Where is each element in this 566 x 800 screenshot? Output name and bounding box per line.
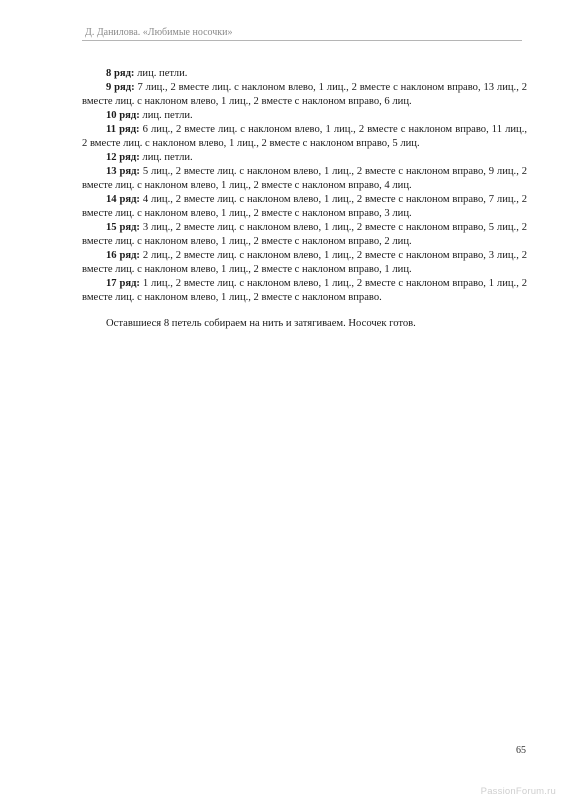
row-label: 17 ряд:: [106, 278, 140, 289]
header-rule: [82, 40, 522, 41]
row-text: 3 лиц., 2 вместе лиц. с наклоном влево, 1 лиц., 2 вместе с наклоном вправо, 5 лиц., 2 вместе лиц. с наклоном влево, 1 лиц., 2 вместе с наклоном вправо, 2 лиц.: [82, 222, 527, 247]
row-line: [82, 193, 527, 221]
row-text: 1 лиц., 2 вместе лиц. с наклоном влево, 1 лиц., 2 вместе с наклоном вправо, 1 лиц., 2 вместе лиц. с наклоном влево, 1 лиц., 2 вместе с наклоном вправо.: [82, 278, 527, 303]
row-label: 10 ряд:: [106, 110, 140, 121]
row-line: [82, 165, 527, 193]
row-line: [82, 123, 527, 151]
row-label: 16 ряд:: [106, 250, 140, 261]
row-label: 13 ряд:: [106, 166, 140, 177]
running-title: Д. Данилова. «Любимые носочки»: [85, 27, 233, 38]
row-text: 5 лиц., 2 вместе лиц. с наклоном влево, 1 лиц., 2 вместе с наклоном вправо, 9 лиц., 2 вместе лиц. с наклоном влево, 1 лиц., 2 вместе с наклоном вправо, 4 лиц.: [82, 166, 527, 191]
row-line: [82, 109, 527, 123]
row-label: 12 ряд:: [106, 152, 140, 163]
row-text: 6 лиц., 2 вместе лиц. с наклоном влево, 1 лиц., 2 вместе с наклоном вправо, 11 лиц., 2 вместе лиц. с наклоном влево, 1 лиц., 2 вместе с наклоном вправо, 5 лиц.: [82, 124, 527, 149]
watermark: PassionForum.ru: [480, 786, 556, 797]
row-text: лиц. петли.: [139, 152, 193, 163]
row-label: 11 ряд:: [106, 124, 140, 135]
row-text: 2 лиц., 2 вместе лиц. с наклоном влево, 1 лиц., 2 вместе с наклоном вправо, 3 лиц., 2 вместе лиц. с наклоном влево, 1 лиц., 2 вместе с наклоном вправо, 1 лиц.: [82, 250, 527, 275]
page-number: 65: [516, 745, 526, 756]
row-text: 4 лиц., 2 вместе лиц. с наклоном влево, 1 лиц., 2 вместе с наклоном вправо, 7 лиц., 2 вместе лиц. с наклоном влево, 1 лиц., 2 вместе с наклоном вправо, 3 лиц.: [82, 194, 527, 219]
row-label: 8 ряд:: [106, 68, 135, 79]
page-body: [82, 67, 527, 331]
row-line: [82, 151, 527, 165]
row-line: [82, 221, 527, 249]
row-label: 15 ряд:: [106, 222, 140, 233]
row-label: 9 ряд:: [106, 82, 135, 93]
row-text: лиц. петли.: [139, 110, 193, 121]
row-text: лиц. петли.: [134, 68, 188, 79]
row-line: [82, 249, 527, 277]
row-text: 7 лиц., 2 вместе лиц. с наклоном влево, 1 лиц., 2 вместе с наклоном вправо, 13 лиц., 2 вместе лиц. с наклоном влево, 1 лиц., 2 вместе с наклоном вправо, 6 лиц.: [82, 82, 527, 107]
row-line: [82, 81, 527, 109]
final-paragraph: Оставшиеся 8 петель собираем на нить и затягиваем. Носочек готов.: [106, 318, 416, 329]
row-line: [82, 67, 527, 81]
row-line: [82, 277, 527, 305]
row-label: 14 ряд:: [106, 194, 140, 205]
